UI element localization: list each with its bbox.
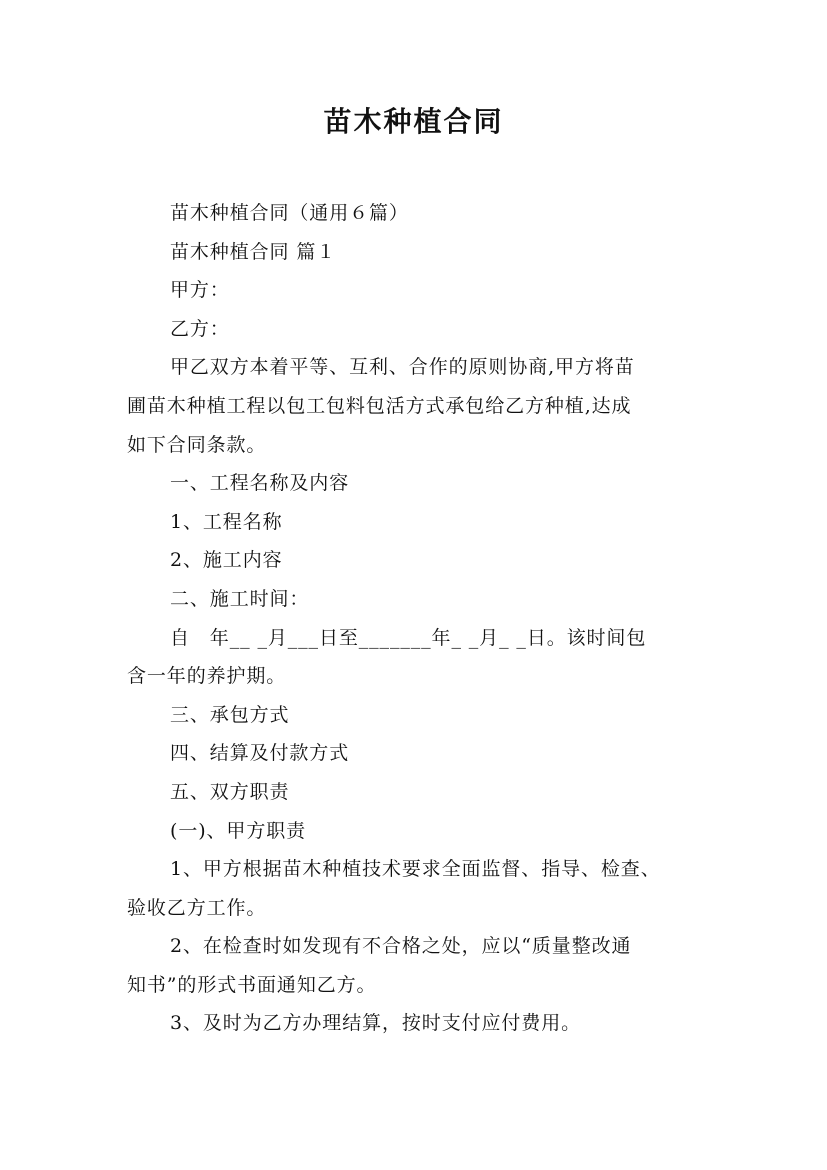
paragraph-line: 如下合同条款。 [127, 433, 267, 456]
paragraph-line: 苗木种植合同 篇１ [170, 240, 337, 263]
paragraph [127, 927, 717, 1004]
paragraph-line: 乙方： [170, 317, 230, 340]
document-body [127, 194, 717, 1043]
paragraph-line: 验收乙方工作。 [127, 896, 267, 919]
paragraph [127, 503, 717, 542]
paragraph-line: 一、工程名称及内容 [170, 472, 350, 495]
paragraph-line: 知书”的形式书面通知乙方。 [127, 973, 377, 996]
paragraph-line: 四、结算及付款方式 [170, 742, 350, 765]
paragraph-line: 五、双方职责 [170, 780, 290, 803]
paragraph-line: 圃苗木种植工程以包工包料包活方式承包给乙方种植,达成 [127, 394, 632, 417]
paragraph-line: 三、承包方式 [170, 703, 290, 726]
paragraph [127, 541, 717, 580]
paragraph-line: 1、工程名称 [170, 510, 283, 533]
paragraph-line: 含一年的养护期。 [127, 665, 287, 688]
paragraph-line: 1、甲方根据苗木种植技术要求全面监督、指导、检查、 [170, 858, 661, 881]
paragraph [127, 271, 717, 310]
paragraph [127, 773, 717, 812]
paragraph [127, 464, 717, 503]
paragraph-line: 2、在检查时如发现有不合格之处，应以“质量整改通 [170, 935, 632, 958]
paragraph-line: (一)、甲方职责 [170, 819, 307, 842]
paragraph-line: 自 年__ _月___日至_______年_ _月_ _日。该时间包 [170, 626, 647, 649]
paragraph-line: 2、施工内容 [170, 549, 283, 572]
paragraph-line: 甲方： [170, 279, 230, 302]
paragraph [127, 233, 717, 272]
paragraph-line: 3、及时为乙方办理结算，按时支付应付费用。 [170, 1012, 581, 1035]
paragraph [127, 348, 717, 464]
paragraph [127, 812, 717, 851]
paragraph [127, 194, 717, 233]
paragraph [127, 580, 717, 619]
document-title: 苗木种植合同 [323, 105, 504, 138]
paragraph-line: 苗木种植合同（通用６篇） [170, 202, 409, 224]
paragraph [127, 619, 717, 696]
paragraph [127, 734, 717, 773]
paragraph [127, 310, 717, 349]
paragraph-line: 甲乙双方本着平等、互利、合作的原则协商,甲方将苗 [170, 356, 635, 379]
paragraph [127, 1004, 717, 1043]
paragraph [127, 850, 717, 927]
paragraph-line: 二、施工时间： [170, 587, 310, 610]
paragraph [127, 696, 717, 735]
